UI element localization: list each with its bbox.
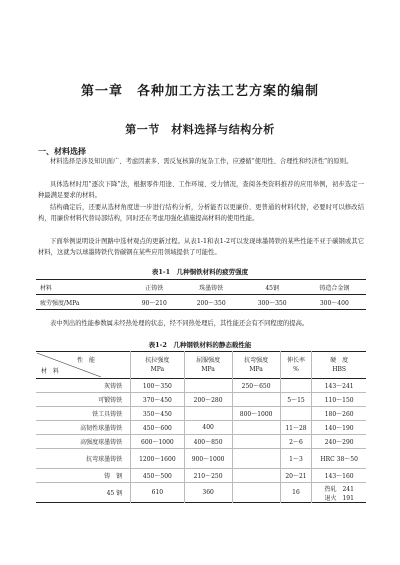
header-unit: HBS: [332, 366, 347, 373]
table2-header-cell: [280, 352, 312, 379]
table2-cell: 250～650: [232, 379, 280, 393]
table2-cell: 610: [131, 483, 184, 503]
table2-cell: 600～1000: [131, 435, 184, 449]
table2-cell: [280, 407, 312, 421]
paragraph-2: 具体选材时用“逐次下降”法，根据零件用途、工作环境、受力情况，查阅各类资料推荐的应用举例，初步选定一种最满足要求的材料。: [38, 181, 364, 200]
table2-row: [36, 393, 366, 407]
table2-cell: [280, 379, 312, 393]
table2-cell: 11～28: [280, 421, 312, 435]
fatigue-strength-table: [36, 279, 366, 310]
table2-cell: 400～850: [184, 435, 232, 449]
header-unit: MPa: [150, 366, 165, 373]
material-name-cell: 高韧性球墨铸铁: [80, 425, 123, 432]
table2-cell: 100～350: [131, 379, 184, 393]
table1-cell: 90～210: [141, 299, 167, 307]
corner-top-label: 性 能: [76, 357, 95, 364]
table1-header-row: [36, 280, 366, 295]
header-name: 屈服强度: [196, 357, 221, 364]
header-name: 伸长率: [286, 357, 305, 364]
table1-caption: 表1-1 几种铜铁材料的疲劳强度: [151, 268, 249, 276]
table2-cell: [184, 379, 232, 393]
static-properties-table: [36, 351, 366, 503]
table1-header-cell: 铸造合金钢: [319, 284, 350, 292]
header-unit: MPa: [201, 366, 215, 373]
header-name: 抗拉强度: [145, 357, 170, 364]
table2-cell: 1～3: [280, 449, 312, 469]
material-name-cell: 45 钢: [106, 490, 123, 497]
table2-body: [36, 379, 366, 503]
table2-cell: 143～160: [312, 469, 366, 483]
table1-row: [36, 295, 366, 310]
table1-header-cell: 珠墨铸铁: [199, 284, 224, 292]
table2-cell: [232, 435, 280, 449]
table1-cell: 200～350: [196, 299, 226, 307]
table2-corner-cell: [36, 352, 131, 379]
table2-cell: 140～190: [312, 421, 366, 435]
table1-header-cell: 材料: [40, 284, 53, 292]
table2-header-row: [36, 352, 366, 379]
material-name-cell: 可锻铸铁: [98, 397, 123, 404]
paragraph-1: 材料选择是涉及知识面广、考虑因素多、需反复核算的复杂工作，应遵循“使用性、合理性和经济性”的原则。: [50, 158, 353, 165]
table1-header-cell: 正铸铁: [145, 284, 164, 292]
table2-row: [36, 379, 366, 393]
header-name: 抗弯强度: [244, 357, 269, 364]
table2-header-cell: [312, 352, 366, 379]
table1-cell: 300～350: [257, 299, 287, 307]
table2-cell: 200～280: [184, 393, 232, 407]
chapter-title: 第一章 各种加工方法工艺方案的编制: [80, 84, 319, 99]
header-name: 硬 度: [330, 357, 349, 364]
material-name-cell: 高强度球墨铸铁: [80, 439, 123, 446]
table2-cell: 210～250: [184, 469, 232, 483]
table2-cell: 5～15: [280, 393, 312, 407]
table2-cell: 350～450: [131, 407, 184, 421]
table2-cell: 450～500: [131, 469, 184, 483]
table2-cell: 400: [184, 421, 232, 435]
material-name-cell: 灰铸铁: [104, 383, 123, 390]
table2-cell: 800～1000: [232, 407, 280, 421]
table2-cell: [232, 469, 280, 483]
table2-cell: [232, 483, 280, 503]
table2-cell: [232, 449, 280, 469]
header-unit: %: [293, 366, 299, 373]
table2-cell: 1200～1600: [131, 449, 184, 469]
material-name-cell: 抗弯球墨铸铁: [86, 456, 123, 463]
table2-cell: 110～150: [312, 393, 366, 407]
table2-cell: 20～21: [280, 469, 312, 483]
table2-row: [36, 483, 366, 503]
table2-row: [36, 421, 366, 435]
paragraph-after-table1: 表中列出的性能参数属未经热处理的状态，经不同热处理后，其性能还会有不同程度的提高。: [50, 320, 309, 327]
subsection-heading: 一、材料选择: [38, 146, 86, 156]
table2-cell: 16: [280, 483, 312, 503]
table2-cell: 2～6: [280, 435, 312, 449]
table2-row: [36, 449, 366, 469]
table2-cell: 240～290: [312, 435, 366, 449]
table1-cell: 疲劳强度/MPa: [40, 299, 80, 307]
table2-cell: 热轧 241 退火 191: [312, 483, 366, 503]
table2-cell: [232, 421, 280, 435]
table2-caption: 表1-2 几种钢铁材料的静态载性能: [148, 341, 252, 349]
table2-cell: [232, 393, 280, 407]
table2-cell: 180～260: [312, 407, 366, 421]
table2-header-cell: [232, 352, 280, 379]
table2-row: [36, 469, 366, 483]
material-name-cell: 铸 钢: [104, 473, 123, 480]
table2-header-cell: [131, 352, 184, 379]
table2-cell: 143～241: [312, 379, 366, 393]
table2-row: [36, 435, 366, 449]
table2-cell: 370～450: [131, 393, 184, 407]
table1-header-cell: 45钢: [265, 284, 279, 292]
table2-cell: 900～1000: [184, 449, 232, 469]
table2-cell: [184, 407, 232, 421]
table2-cell: HRC 38～50: [312, 449, 366, 469]
table1-cell: 300～400: [319, 299, 349, 307]
section-title: 第一节 材料选择与结构分析: [125, 123, 275, 136]
table2-cell: 450～600: [131, 421, 184, 435]
corner-bottom-label: 材 料: [41, 368, 60, 375]
table2-row: [36, 407, 366, 421]
header-unit: MPa: [249, 366, 263, 373]
table2-cell: 360: [184, 483, 232, 503]
paragraph-3: 结构确定后，还要从选材角度进一步进行结构分析，分析能否以更廉价、更普通的材料代替，必要时可以修改结构，用廉价材料代替局部结构，同时还在考虑用强化措施提高材料的使用性能。: [38, 204, 364, 223]
paragraph-4: 下面举例说明设计图路中选材观点的更新过程。从表1-1和表1-2可以发现球墨铸铁的某些性能不亚于碳钢或其它材料，这就为以球墨铸铁代替碳钢在某些应用领域提供了可能性。: [38, 238, 364, 257]
material-name-cell: 铁工具铸铁: [92, 411, 123, 418]
table2-header-cell: [184, 352, 232, 379]
